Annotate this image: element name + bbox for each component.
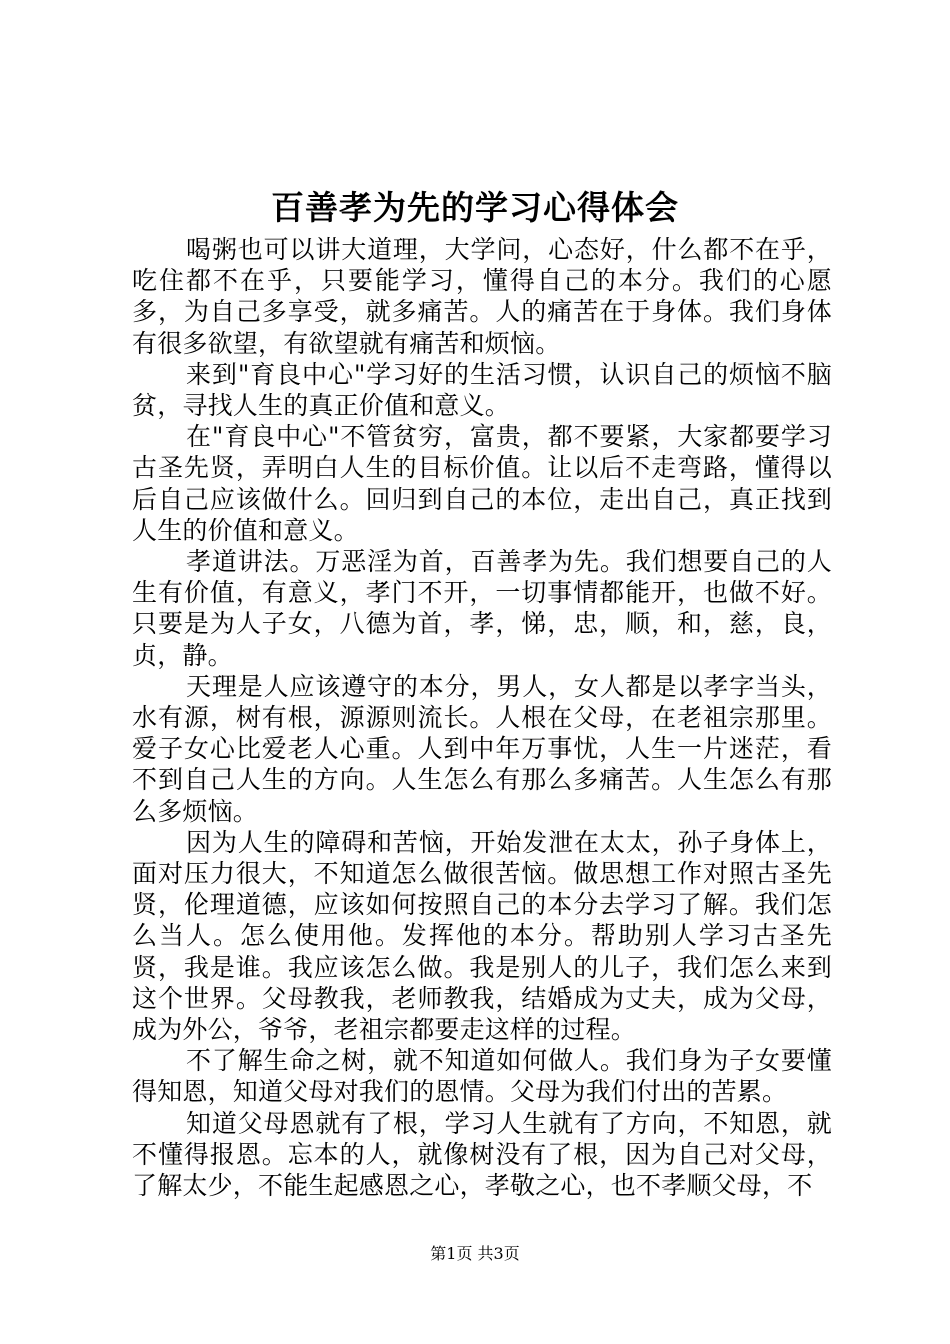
document-title: 百善孝为先的学习心得体会	[271, 188, 679, 227]
paragraph-3: 在"育良中心"不管贫穷，富贵，都不要紧，大家都要学习古圣先贤，弄明白人生的目标价值。让以后不走弯路，懂得以后自己应该做什么。回归到自己的本位，走出自己，真正找到人生的价值和意义。	[132, 422, 832, 545]
paragraph-4: 孝道讲法。万恶淫为首，百善孝为先。我们想要自己的人生有价值，有意义，孝门不开，一切事情都能开，也做不好。只要是为人子女，八德为首，孝，悌，忠，顺，和，慈，良，贞，静。	[132, 547, 832, 670]
paragraph-6: 因为人生的障碍和苦恼，开始发泄在太太，孙子身体上，面对压力很大，不知道怎么做很苦恼。做思想工作对照古圣先贤，伦理道德，应该如何按照自己的本分去学习了解。我们怎么当人。怎么使用他。发挥他的本分。帮助别人学习古圣先贤，我是谁。我应该怎么做。我是别人的儿子，我们怎么来到这个世界。父母教我，老师教我，结婚成为丈夫，成为父母，成为外公，爷爷，老祖宗都要走这样的过程。	[132, 827, 832, 1045]
paragraph-7: 不了解生命之树，就不知道如何做人。我们身为子女要懂得知恩，知道父母对我们的恩情。父母为我们付出的苦累。	[132, 1046, 832, 1107]
paragraph-2: 来到"育良中心"学习好的生活习惯，认识自己的烦恼不脑贫，寻找人生的真正价值和意义。	[132, 359, 832, 421]
page-footer: 第1页 共3页	[430, 1244, 520, 1263]
document-body	[132, 234, 832, 1201]
paragraph-8: 知道父母恩就有了根，学习人生就有了方向，不知恩，就不懂得报恩。忘本的人，就像树没有了根，因为自己对父母，了解太少，不能生起感恩之心，孝敬之心，也不孝顺父母，不	[132, 1108, 832, 1201]
paragraph-1: 喝粥也可以讲大道理，大学问，心态好，什么都不在乎，吃住都不在乎，只要能学习，懂得自己的本分。我们的心愿多，为自己多享受，就多痛苦。人的痛苦在于身体。我们身体有很多欲望，有欲望就有痛苦和烦恼。	[132, 235, 832, 358]
paragraph-5: 天理是人应该遵守的本分，男人，女人都是以孝字当头，水有源，树有根，源源则流长。人根在父母，在老祖宗那里。爱子女心比爱老人心重。人到中年万事忧，人生一片迷茫，看不到自己人生的方向。人生怎么有那么多痛苦。人生怎么有那么多烦恼。	[132, 671, 832, 826]
